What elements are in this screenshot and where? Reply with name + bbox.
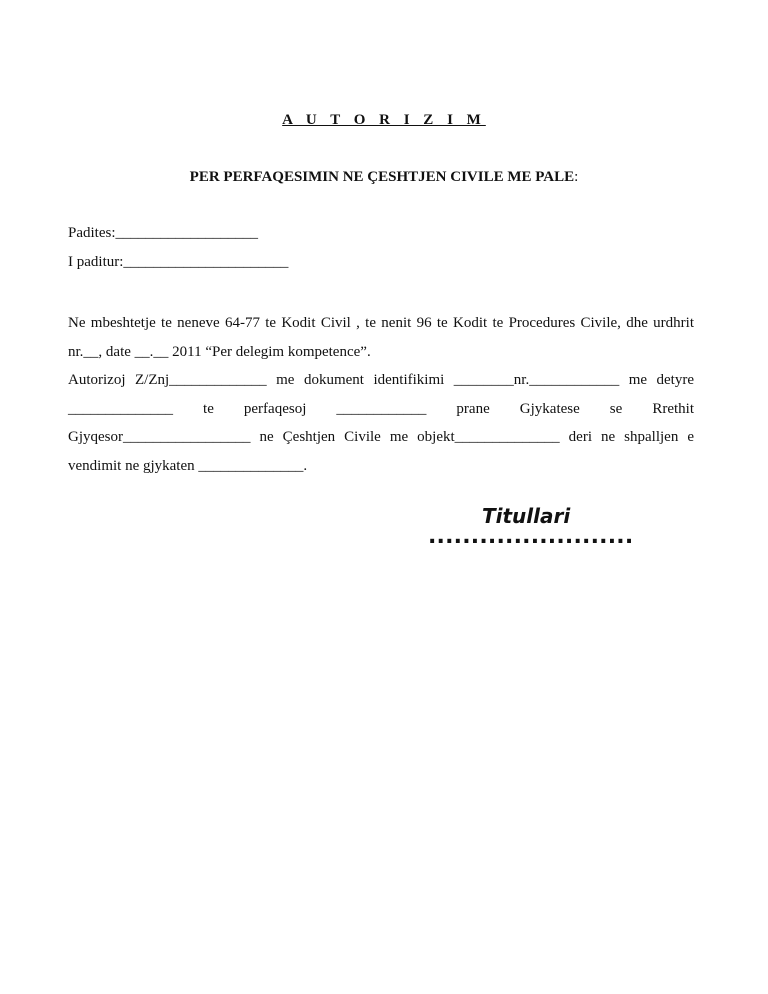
legal-basis-paragraph: Ne mbeshtetje te neneve 64-77 te Kodit Civil , te nenit 96 te Kodit te Procedures Civile, dhe urdhrit nr.__, date __.__ 2011 “Per delegim kompetence”.: [68, 315, 694, 360]
plaintiff-line: Padites:___________________: [68, 225, 258, 241]
subtitle-colon: :: [574, 169, 579, 185]
subtitle-text: PER PERFAQESIMIN NE ÇESHTJEN CIVILE ME PALE: [189, 169, 575, 185]
document-title: A U T O R I Z I M: [282, 112, 486, 128]
signature-line: ........................: [428, 524, 634, 549]
defendant-line: I paditur:______________________: [68, 254, 289, 270]
signature-title: Titullari: [482, 504, 571, 528]
authorization-body: [68, 309, 694, 481]
authorization-paragraph: Autorizoj Z/Znj_____________ me dokument identifikimi ________nr.____________ me detyre ______________ te perfaqesoj ____________ prane Gjykatese se Rrethit Gjyqesor_________________ ne Çeshtjen Civile me objekt______________ deri ne shpalljen e vendimit ne gjykaten ______________.: [68, 372, 694, 474]
document-subtitle: [0, 169, 768, 186]
